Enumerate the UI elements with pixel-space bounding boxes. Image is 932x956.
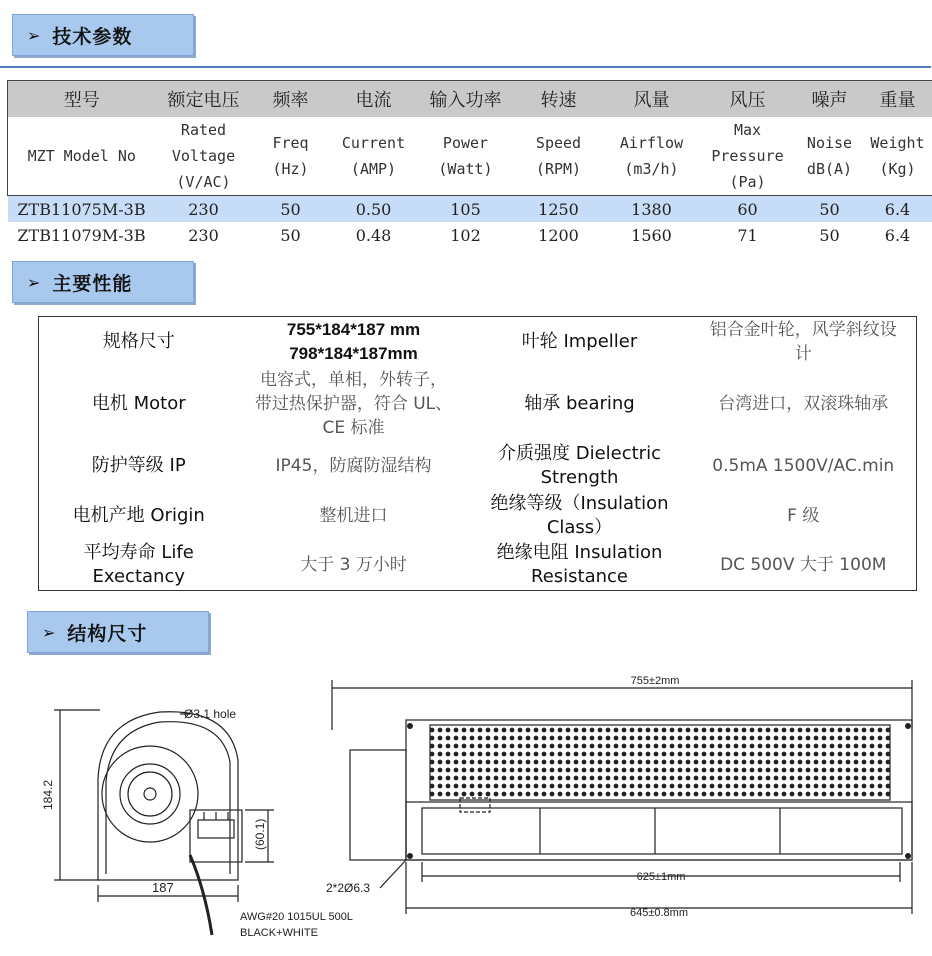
perf-key: 绝缘等级（Insulation Class） (490, 492, 669, 538)
perf-value: DC 500V 大于 100M (720, 555, 887, 576)
table-row (39, 367, 917, 441)
mount-length-dimension: 645±0.8mm (629, 907, 689, 919)
total-length-dimension: 755±2mm (630, 675, 680, 687)
cell-weight: 6.4 (864, 196, 932, 223)
cell-pressure: 60 (700, 196, 796, 223)
cell-airflow: 1560 (631, 225, 672, 245)
cell-freq: 50 (280, 225, 301, 245)
cell-weight: 6.4 (884, 225, 911, 245)
cell-voltage: 230 (156, 196, 252, 223)
table-row (8, 196, 932, 223)
perf-key: 叶轮 Impeller (521, 330, 638, 352)
arrow-icon: ➢ (27, 272, 41, 292)
table-row (39, 491, 917, 541)
perf-value: F 级 (787, 505, 820, 526)
perf-key: 电机 Motor (91, 392, 186, 414)
table-row (39, 541, 917, 591)
perf-value: 电容式，单相，外转子， 带过热保护器，符合 UL、 CE 标准 (254, 369, 453, 438)
perf-value: IP45，防腐防湿结构 (275, 455, 432, 476)
cell-current: 0.50 (330, 196, 418, 223)
perf-key: 防护等级 IP (91, 454, 186, 476)
perf-key: 规格尺寸 (102, 330, 175, 352)
cn-header-pressure: 风压 (700, 81, 796, 118)
section-header-tech (12, 14, 194, 56)
en-header-speed: Speed (RPM) (514, 117, 604, 196)
spec-table (7, 80, 932, 248)
perf-value: 铝合金叶轮，风学斜纹设 计 (709, 319, 897, 364)
cell-voltage: 230 (188, 225, 219, 245)
en-header-power: Power (Watt) (418, 117, 514, 196)
cell-power: 102 (450, 225, 481, 245)
cn-header-airflow: 风量 (604, 81, 700, 118)
cell-freq: 50 (252, 196, 330, 223)
cell-current: 0.48 (355, 225, 392, 245)
en-header-airflow: Airflow (m3/h) (604, 117, 700, 196)
cell-model: ZTB11079M-3B (17, 225, 146, 245)
performance-table (38, 316, 917, 591)
en-header-freq: Freq (Hz) (252, 117, 330, 196)
perf-value: 整机进口 (319, 505, 388, 526)
cn-header-noise: 噪声 (796, 81, 864, 118)
cn-header-model: 型号 (8, 81, 156, 118)
section-title-struct: 结构尺寸 (67, 622, 148, 645)
perf-value: 台湾进口，双滚珠轴承 (718, 393, 889, 414)
section-header-struct (27, 611, 209, 653)
cell-speed: 1200 (538, 225, 579, 245)
en-header-noise: Noise dB(A) (796, 117, 864, 196)
cn-header-speed: 转速 (514, 81, 604, 118)
perf-key: 介质强度 Dielectric Strength (498, 442, 661, 488)
table-row (39, 441, 917, 491)
perf-value: 0.5mA 1500V/AC.min (712, 455, 895, 476)
cell-noise: 50 (796, 196, 864, 223)
section-header-perf (12, 261, 194, 303)
width-dimension: 187 (152, 880, 174, 895)
cell-airflow: 1380 (604, 196, 700, 223)
table-row (8, 222, 932, 248)
cell-model: ZTB11075M-3B (8, 196, 156, 223)
hole-label: Ø3.1 hole (184, 707, 237, 721)
cn-header-freq: 频率 (252, 81, 330, 118)
perf-key: 电机产地 Origin (72, 504, 205, 526)
spec-en-header-row (8, 117, 932, 196)
en-header-voltage: Rated Voltage (V/AC) (156, 117, 252, 196)
divider-line (0, 66, 931, 68)
spec-cn-header-row (8, 81, 932, 118)
cn-header-current: 电流 (330, 81, 418, 118)
table-row (39, 317, 917, 367)
hole-spec-label: 2*2Ø6.3 (326, 881, 371, 895)
cell-pressure: 71 (737, 225, 758, 245)
cn-header-power: 输入功率 (418, 81, 514, 118)
height-dimension: 184.2 (41, 779, 55, 810)
section-title-tech: 技术参数 (52, 25, 133, 48)
perf-key: 轴承 bearing (524, 392, 635, 414)
terminal-dimension: (60.1) (253, 818, 267, 850)
cn-header-voltage: 额定电压 (156, 81, 252, 118)
front-view-drawing (300, 670, 925, 930)
cell-power: 105 (418, 196, 514, 223)
cable-color-label: BLACK+WHITE (240, 927, 318, 939)
cell-speed: 1250 (514, 196, 604, 223)
arrow-icon: ➢ (42, 622, 56, 642)
inner-length-dimension: 625±1mm (636, 871, 686, 883)
perf-value: 大于 3 万小时 (300, 555, 407, 576)
perf-key: 平均寿命 Life Exectancy (83, 542, 194, 588)
cell-noise: 50 (819, 225, 840, 245)
en-header-weight: Weight (Kg) (864, 117, 932, 196)
perf-value: 755*184*187 mm 798*184*187mm (286, 319, 421, 363)
perf-key: 绝缘电阻 Insulation Resistance (496, 542, 663, 588)
en-header-model: MZT Model No (8, 117, 156, 196)
cn-header-weight: 重量 (864, 81, 932, 118)
en-header-pressure: Max Pressure (Pa) (700, 117, 796, 196)
cable-spec-label: AWG#20 1015UL 500L (240, 911, 353, 923)
en-header-current: Current (AMP) (330, 117, 418, 196)
section-title-perf: 主要性能 (52, 272, 133, 295)
arrow-icon: ➢ (27, 25, 41, 45)
